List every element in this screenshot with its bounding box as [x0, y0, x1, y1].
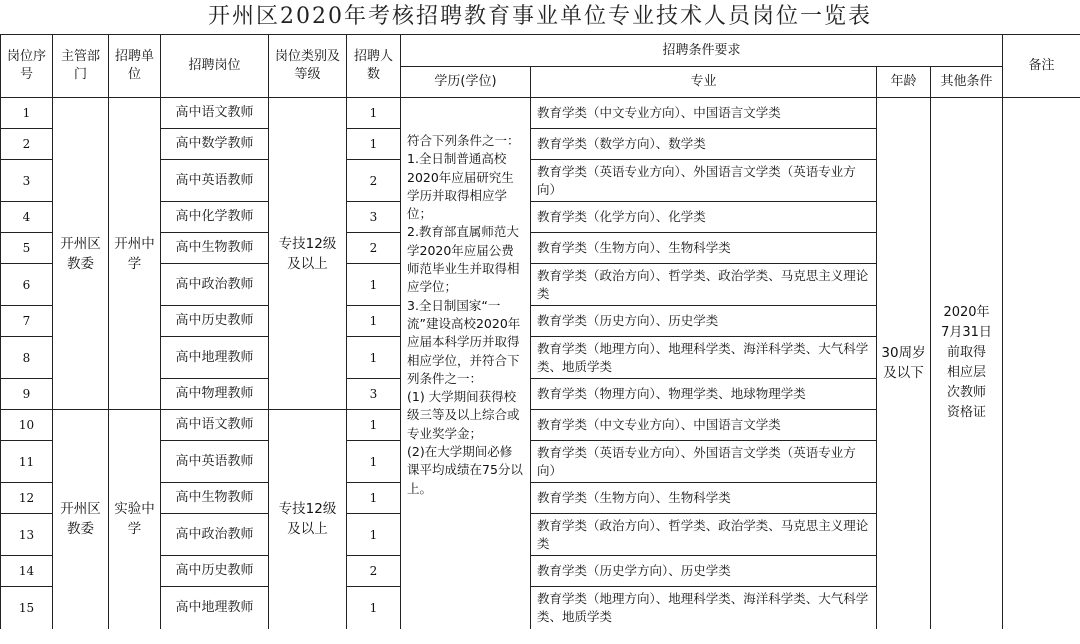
major-cell: 教育学类（化学方向）、化学类: [531, 202, 877, 233]
seq-cell: 6: [1, 264, 53, 306]
count-cell: 1: [347, 129, 401, 160]
count-cell: 1: [347, 514, 401, 556]
count-cell: 3: [347, 379, 401, 410]
table-row: [1, 98, 1080, 129]
header-remark: 备注: [1003, 35, 1080, 98]
major-cell: 教育学类（中文专业方向）、中国语言文学类: [531, 410, 877, 441]
header-count: 招聘人数: [347, 35, 401, 98]
count-cell: 1: [347, 483, 401, 514]
header-education: 学历(学位): [401, 67, 531, 98]
position-cell: 高中地理教师: [161, 337, 269, 379]
major-cell: 教育学类（历史学方向）、历史学类: [531, 556, 877, 587]
count-cell: 1: [347, 337, 401, 379]
header-position: 招聘岗位: [161, 35, 269, 98]
count-cell: 1: [347, 98, 401, 129]
major-cell: 教育学类（地理方向）、地理科学类、海洋科学类、大气科学类、地质学类: [531, 337, 877, 379]
position-cell: 高中生物教师: [161, 483, 269, 514]
seq-cell: 7: [1, 306, 53, 337]
major-cell: 教育学类（政治方向）、哲学类、政治学类、马克思主义理论类: [531, 514, 877, 556]
major-cell: 教育学类（历史方向）、历史学类: [531, 306, 877, 337]
position-cell: 高中数学教师: [161, 129, 269, 160]
position-cell: 高中语文教师: [161, 410, 269, 441]
position-cell: 高中化学教师: [161, 202, 269, 233]
count-cell: 1: [347, 306, 401, 337]
other-conditions-cell: 2020年7月31日前取得相应层次教师资格证: [931, 98, 1003, 629]
major-cell: 教育学类（物理方向）、物理学类、地球物理学类: [531, 379, 877, 410]
header-major: 专业: [531, 67, 877, 98]
seq-cell: 13: [1, 514, 53, 556]
education-line: 2.教育部直属师范大学2020年应届公费师范毕业生并取得相应学位；: [407, 224, 520, 295]
header-unit: 招聘单位: [109, 35, 161, 98]
seq-cell: 1: [1, 98, 53, 129]
header-conditions: 招聘条件要求: [401, 35, 1003, 67]
education-line: (2)在大学期间必修课平均成绩在75分以上。: [407, 444, 523, 496]
page-title: 开州区2020年考核招聘教育事业单位专业技术人员岗位一览表: [208, 4, 872, 29]
header-age: 年龄: [877, 67, 931, 98]
position-cell: 高中政治教师: [161, 264, 269, 306]
dept-cell-group2: 开州区教委: [53, 410, 109, 629]
major-cell: 教育学类（数学方向）、数学类: [531, 129, 877, 160]
position-cell: 高中生物教师: [161, 233, 269, 264]
position-cell: 高中历史教师: [161, 556, 269, 587]
category-cell-group1: 专技12级及以上: [269, 98, 347, 410]
position-cell: 高中物理教师: [161, 379, 269, 410]
seq-cell: 2: [1, 129, 53, 160]
seq-cell: 9: [1, 379, 53, 410]
count-cell: 1: [347, 410, 401, 441]
seq-cell: 15: [1, 587, 53, 629]
header-row-1: [1, 35, 1080, 67]
count-cell: 1: [347, 264, 401, 306]
seq-cell: 8: [1, 337, 53, 379]
header-other: 其他条件: [931, 67, 1003, 98]
dept-cell-group1: 开州区教委: [53, 98, 109, 410]
major-cell: 教育学类（英语专业方向）、外国语言文学类（英语专业方向）: [531, 160, 877, 202]
education-line: 符合下列条件之一：: [407, 133, 520, 148]
major-cell: 教育学类（中文专业方向）、中国语言文学类: [531, 98, 877, 129]
seq-cell: 4: [1, 202, 53, 233]
count-cell: 3: [347, 202, 401, 233]
major-cell: 教育学类（政治方向）、哲学类、政治学类、马克思主义理论类: [531, 264, 877, 306]
count-cell: 1: [347, 587, 401, 629]
seq-cell: 5: [1, 233, 53, 264]
position-cell: 高中历史教师: [161, 306, 269, 337]
unit-cell-group1: 开州中学: [109, 98, 161, 410]
major-cell: 教育学类（地理方向）、地理科学类、海洋科学类、大气科学类、地质学类: [531, 587, 877, 629]
education-line: 1.全日制普通高校2020年应届研究生学历并取得相应学位；: [407, 151, 514, 222]
position-cell: 高中地理教师: [161, 587, 269, 629]
count-cell: 2: [347, 233, 401, 264]
remark-cell: [1003, 98, 1080, 629]
position-cell: 高中英语教师: [161, 160, 269, 202]
age-cell: 30周岁及以下: [877, 98, 931, 629]
header-category: 岗位类别及等级: [269, 35, 347, 98]
count-cell: 1: [347, 441, 401, 483]
major-cell: 教育学类（生物方向）、生物科学类: [531, 483, 877, 514]
position-cell: 高中政治教师: [161, 514, 269, 556]
position-cell: 高中英语教师: [161, 441, 269, 483]
count-cell: 2: [347, 556, 401, 587]
seq-cell: 3: [1, 160, 53, 202]
positions-table: [0, 34, 1080, 629]
education-line: (1) 大学期间获得校级三等及以上综合或专业奖学金；: [407, 389, 520, 441]
count-cell: 2: [347, 160, 401, 202]
header-seq: 岗位序号: [1, 35, 53, 98]
education-cell: [401, 98, 531, 629]
seq-cell: 10: [1, 410, 53, 441]
seq-cell: 11: [1, 441, 53, 483]
header-dept: 主管部门: [53, 35, 109, 98]
position-cell: 高中语文教师: [161, 98, 269, 129]
category-cell-group2: 专技12级及以上: [269, 410, 347, 629]
major-cell: 教育学类（生物方向）、生物科学类: [531, 233, 877, 264]
education-line: 3.全日制国家“一流”建设高校2020年应届本科学历并取得相应学位，并符合下列条件之一：: [407, 297, 521, 386]
seq-cell: 14: [1, 556, 53, 587]
unit-cell-group2: 实验中学: [109, 410, 161, 629]
seq-cell: 12: [1, 483, 53, 514]
major-cell: 教育学类（英语专业方向）、外国语言文学类（英语专业方向）: [531, 441, 877, 483]
